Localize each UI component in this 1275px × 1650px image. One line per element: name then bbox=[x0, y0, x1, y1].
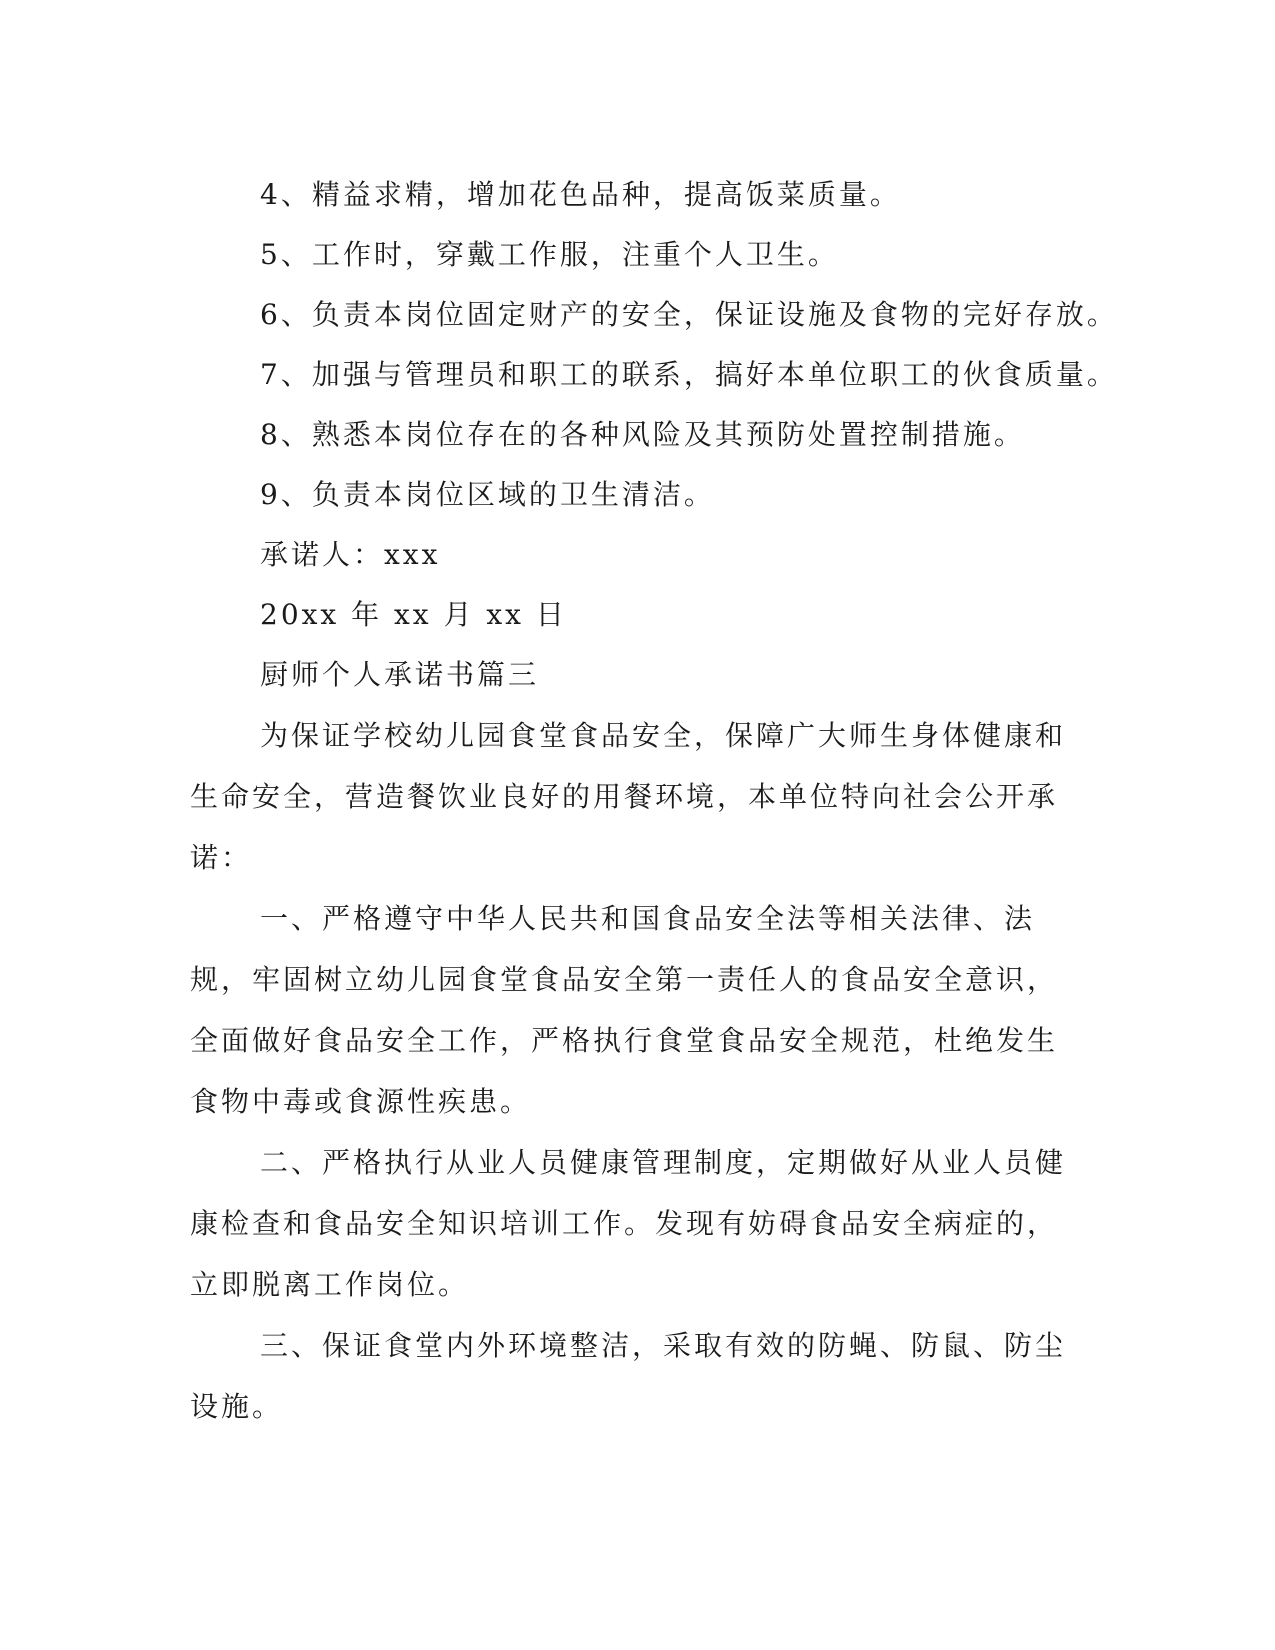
clause-paragraph: 二、严格执行从业人员健康管理制度，定期做好从业人员健康检查和食品安全知识培训工作。发现有妨碍食品安全病症的，立即脱离工作岗位。 bbox=[190, 1146, 1067, 1301]
list-item: 5、工作时，穿戴工作服，注重个人卫生。 bbox=[260, 238, 839, 271]
list-item: 9、负责本岗位区域的卫生清洁。 bbox=[260, 478, 715, 511]
list-item: 4、精益求精，增加花色品种，提高饭菜质量。 bbox=[260, 178, 901, 211]
clause-paragraph: 一、严格遵守中华人民共和国食品安全法等相关法律、法规，牢固树立幼儿园食堂食品安全第一责任人的食品安全意识，全面做好食品安全工作，严格执行食堂食品安全规范，杜绝发生食物中毒或食源性疾患。 bbox=[190, 902, 1059, 1118]
list-item: 6、负责本岗位固定财产的安全，保证设施及食物的完好存放。 bbox=[260, 298, 1118, 331]
list-item: 8、熟悉本岗位存在的各种风险及其预防处置控制措施。 bbox=[260, 418, 1025, 451]
date-line: 20xx 年 xx 月 xx 日 bbox=[260, 598, 567, 631]
promisor-line: 承诺人：xxx bbox=[260, 538, 441, 571]
clause-paragraph: 三、保证食堂内外环境整洁，采取有效的防蝇、防鼠、防尘设施。 bbox=[190, 1329, 1067, 1423]
intro-paragraph: 为保证学校幼儿园食堂食品安全，保障广大师生身体健康和生命安全，营造餐饮业良好的用餐环境，本单位特向社会公开承诺： bbox=[190, 719, 1067, 874]
list-item: 7、加强与管理员和职工的联系，搞好本单位职工的伙食质量。 bbox=[260, 358, 1118, 391]
section-title: 厨师个人承诺书篇三 bbox=[260, 658, 540, 691]
document-body bbox=[190, 165, 1118, 1437]
